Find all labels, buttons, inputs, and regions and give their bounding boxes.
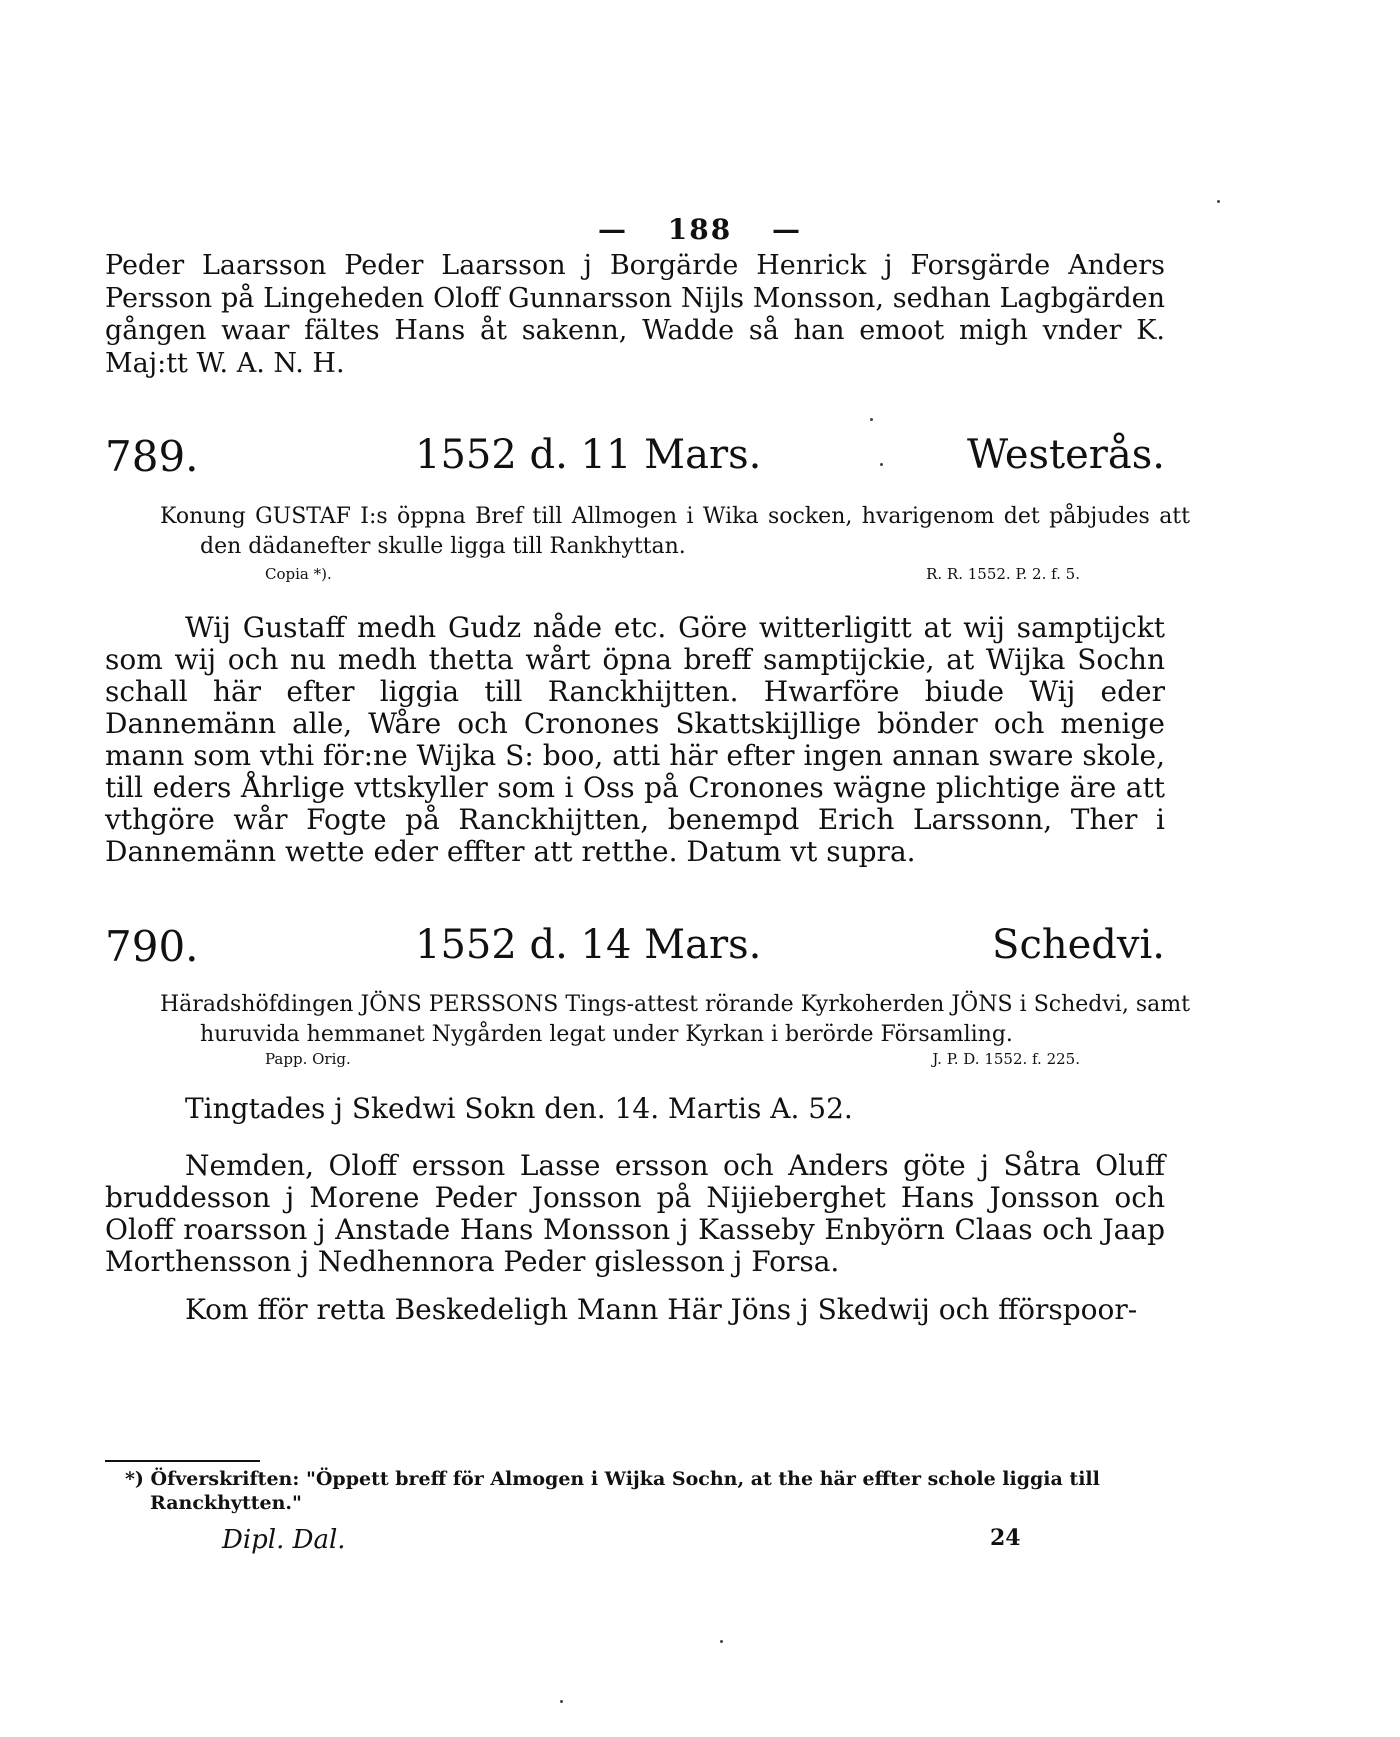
footer-sheet-number: 24 bbox=[990, 1525, 1021, 1551]
scan-speck bbox=[1217, 200, 1220, 203]
entry-790-paragraph-1: Nemden, Oloff ersson Lasse ersson och Anders göte j Såtra Oluff bruddesson j Morene Peder Jonsson på Nijieberghet Hans Jonsson och Oloff roarsson j Anstade Hans Monsson j Kasseby Enbyörn Claas och Jaap Morthensson j Nedhennora Peder gislesson j Forsa. bbox=[105, 1149, 1165, 1278]
entry-place: Westerås. bbox=[966, 432, 1165, 478]
page-header bbox=[0, 213, 1400, 246]
entry-789-heading bbox=[105, 432, 1165, 492]
entry-789-summary: Konung GUSTAF I:s öppna Bref till Allmogen i Wika socken, hvarigenom det påbjudes att den dädanefter skulle ligga till Rankhyttan. bbox=[160, 504, 1190, 559]
scan-speck bbox=[880, 463, 883, 466]
entry-789-source bbox=[265, 565, 1080, 585]
entry-place: Schedvi. bbox=[992, 922, 1165, 968]
entry-790-summary: Häradshöfdingen JÖNS PERSSONS Tings-attest rörande Kyrkoherden JÖNS i Schedvi, samt huruvida hemmanet Nygården legat under Kyrkan i berörde Församling. bbox=[160, 992, 1190, 1047]
header-dash-right: — bbox=[771, 213, 802, 246]
entry-number: 789. bbox=[105, 432, 199, 481]
entry-790-paragraph-2: Kom fför retta Beskedeligh Mann Här Jöns j Skedwij och fförspoor- bbox=[185, 1293, 1138, 1326]
scan-speck bbox=[870, 418, 873, 421]
scan-speck bbox=[720, 1640, 723, 1643]
entry-date: 1552 d. 11 Mars. bbox=[415, 432, 762, 478]
footnote-rule bbox=[105, 1460, 260, 1462]
source-right: J. P. D. 1552. f. 225. bbox=[932, 1050, 1080, 1068]
entry-789-text: Wij Gustaff medh Gudz nåde etc. Göre witterligitt at wij samptijckt som wij och nu medh thetta wårt öpna breff samptijckie, at Wijka Sochn schall här efter liggia till Ranckhijtten. Hwarföre biude Wij eder Dannemänn alle, Wåre och Cronones Skattskijllige bönder och menige mann som vthi för:ne Wijka S: boo, atti här efter ingen annan sware skole, till eders Åhrlige vttskyller som i Oss på Cronones wägne plichtige äre att vthgöre wår Fogte på Ranckhijtten, benempd Erich Larssonn, Ther i Dannemänn wette eder effter att retthe. Datum vt supra. bbox=[105, 611, 1165, 868]
source-right: R. R. 1552. P. 2. f. 5. bbox=[926, 565, 1080, 583]
entry-790-heading bbox=[105, 922, 1165, 982]
source-left: Papp. Orig. bbox=[265, 1050, 351, 1068]
entry-790-source bbox=[265, 1050, 1080, 1070]
intro-paragraph: Peder Laarsson Peder Laarsson j Borgärde Henrick j Forsgärde Anders Persson på Lingeheden Oloff Gunnarsson Nijls Monsson, sedhan Lagbgärden gången waar fältes Hans åt sakenn, Wadde så han emoot migh vnder K. Maj:tt W. A. N. H. bbox=[105, 250, 1165, 379]
entry-date: 1552 d. 14 Mars. bbox=[415, 922, 762, 968]
header-dash-left: — bbox=[598, 213, 629, 246]
scan-speck bbox=[560, 1700, 563, 1703]
source-left: Copia *). bbox=[265, 565, 332, 583]
entry-number: 790. bbox=[105, 922, 199, 971]
page-number: 188 bbox=[667, 213, 733, 246]
entry-790-first-line: Tingtades j Skedwi Sokn den. 14. Martis A. 52. bbox=[185, 1092, 853, 1125]
footnote: *) Öfverskriften: "Öppett breff för Almogen i Wijka Sochn, at the här effter schole liggia till Ranckhytten." bbox=[125, 1468, 1100, 1514]
footer-signature: Dipl. Dal. bbox=[222, 1525, 346, 1555]
